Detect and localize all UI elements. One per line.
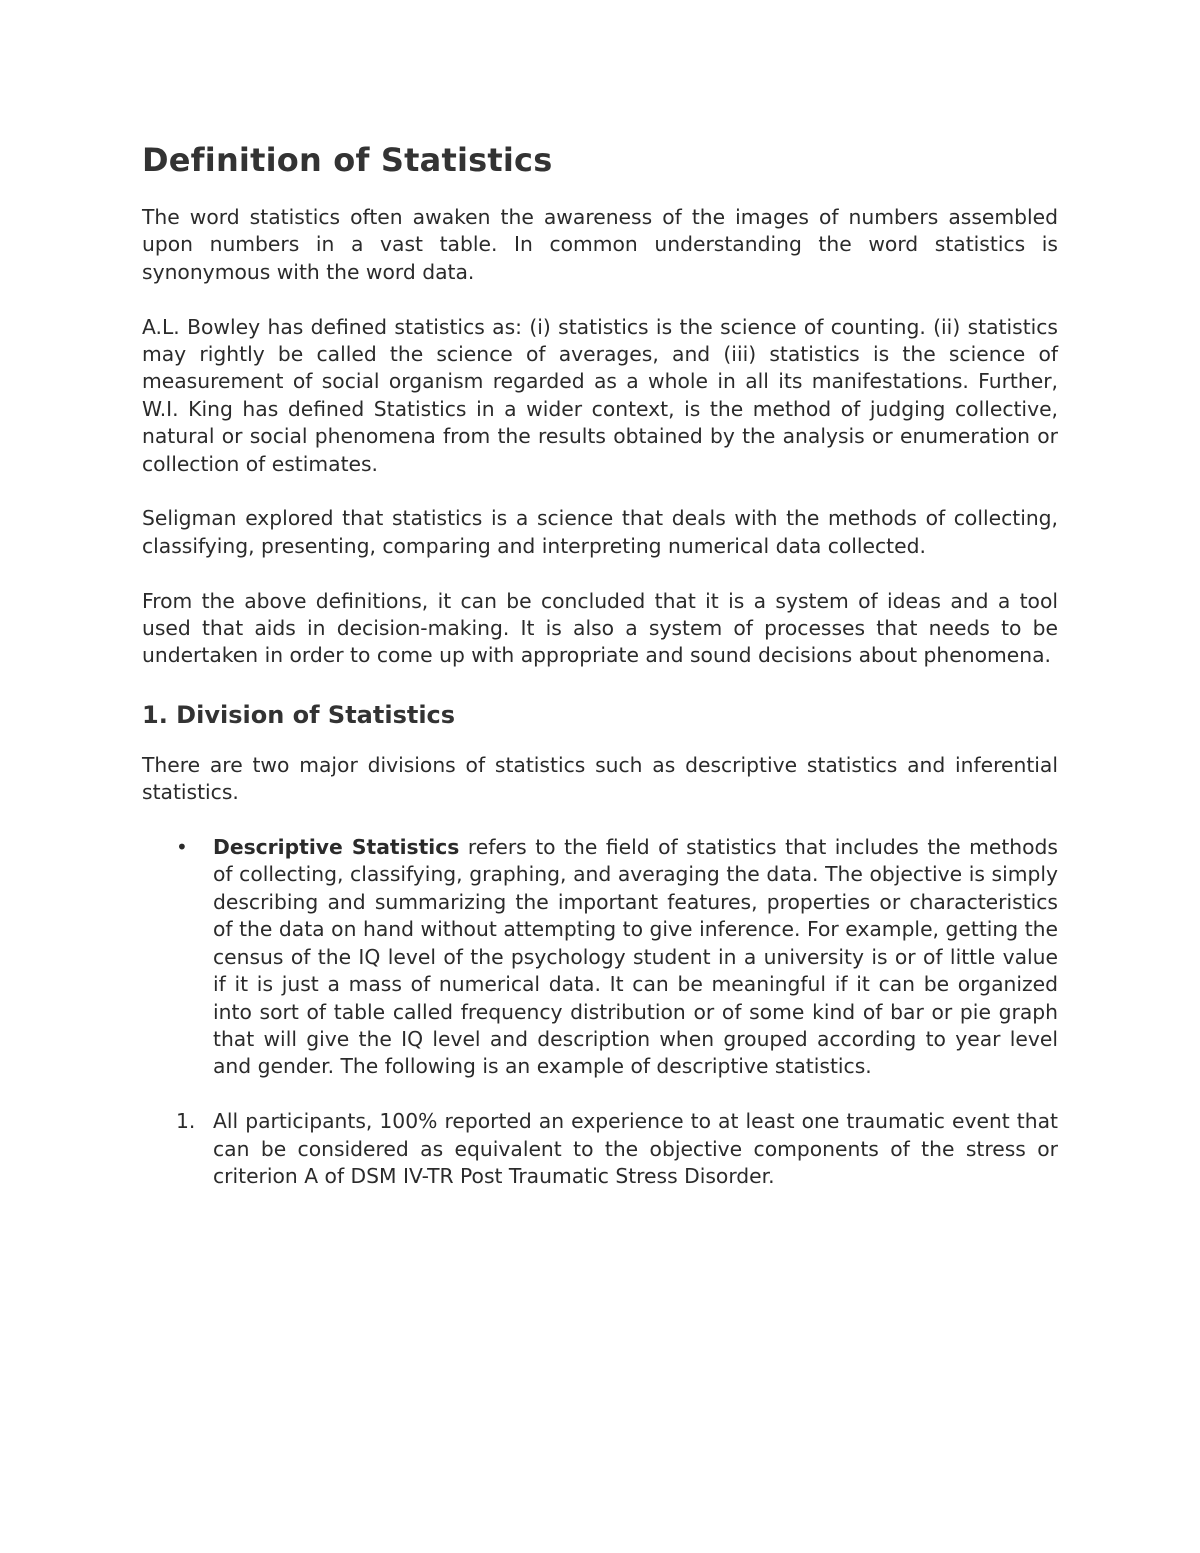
list-item-participants bbox=[142, 1108, 1058, 1190]
bullet-list bbox=[142, 834, 1058, 1081]
paragraph-intro: The word statistics often awaken the awareness of the images of numbers assembled upon numbers in a vast table. In common understanding the word statistics is synonymous with the word data. bbox=[142, 205, 1058, 284]
term-descriptive-statistics: Descriptive Statistics bbox=[213, 835, 460, 860]
page-title: Definition of Statistics bbox=[142, 141, 553, 179]
document-page bbox=[142, 138, 1058, 1190]
paragraph-division-intro: There are two major divisions of statistics such as descriptive statistics and inferential statistics. bbox=[142, 752, 1058, 805]
list-item-descriptive-statistics bbox=[142, 834, 1058, 1081]
paragraph-conclusion: From the above definitions, it can be concluded that it is a system of ideas and a tool used that aids in decision-making. It is also a system of processes that needs to be undertaken in order to come up with appropriate and sound decisions about phenomena. bbox=[142, 588, 1058, 668]
participants-text: All participants, 100% reported an experience to at least one traumatic event that can be considered as equivalent to the objective components of the stress or criterion A of DSM IV-TR Post Traumatic Stress Disorder. bbox=[213, 1109, 1058, 1188]
descriptive-statistics-text: refers to the field of statistics that includes the methods of collecting, classifying, graphing, and averaging the data. The objective is simply describing and summarizing the important features, properties or characteristics of the data on hand without attempting to give inference. For example, getting the census of the IQ level of the psychology student in a university is or of little value if it is just a mass of numerical data. It can be meaningful if it can be organized into sort of table called frequency distribution or of some kind of bar or pie graph that will give the IQ level and description when grouped according to year level and gender. The following is an example of descriptive statistics. bbox=[213, 835, 1058, 1079]
list-number: 1. bbox=[176, 1109, 196, 1134]
section-heading-division: 1. Division of Statistics bbox=[142, 700, 456, 729]
bullet-icon: • bbox=[176, 835, 188, 860]
paragraph-bowley: A.L. Bowley has defined statistics as: (i) statistics is the science of counting. (ii) statistics may rightly be called the science of averages, and (iii) statistics is the science of measurement of social organism regarded as a whole in all its manifestations. Further, W.I. King has defined Statistics in a wider context, is the method of judging collective, natural or social phenomena from the results obtained by the analysis or enumeration or collection of estimates. bbox=[142, 314, 1058, 476]
numbered-list bbox=[142, 1108, 1058, 1190]
paragraph-seligman: Seligman explored that statistics is a science that deals with the methods of collecting, classifying, presenting, comparing and interpreting numerical data collected. bbox=[142, 506, 1058, 558]
